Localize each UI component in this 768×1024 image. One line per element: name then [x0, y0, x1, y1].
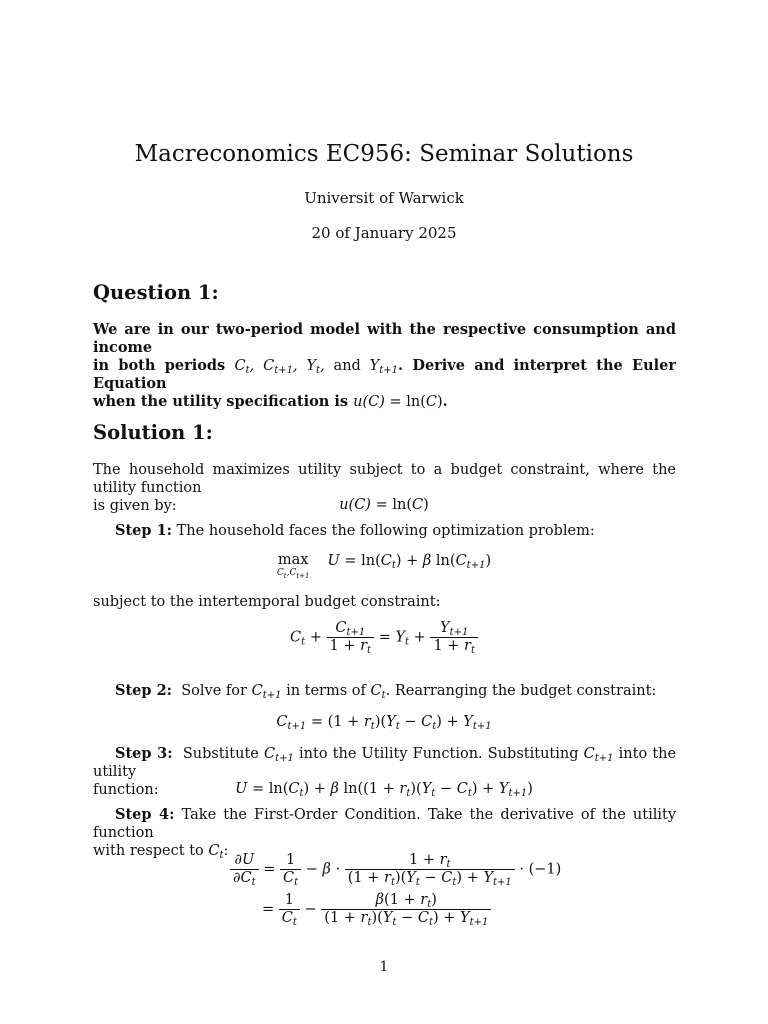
question-line-3: when the utility specification is u(C) = ln(C).: [93, 393, 448, 410]
paper-title: Macreconomics EC956: Seminar Solutions: [134, 141, 634, 167]
solution-intro: The household maximizes utility subject to a budget constraint, where the utility function is given by:: [93, 462, 676, 514]
variables-math: $C_t$, $C_{t+1}$, $Y_t$, and $Y_{t+1}$: [234, 358, 399, 376]
step-4: Step 4: Take the First-Order Condition. Take the derivative of the utility function with respect to $C_t$:: [93, 806, 677, 861]
page-number: 1: [379, 959, 389, 975]
step-2: Step 2: Solve for $C_{t+1}$ in terms of $C_t$. Rearranging the budget constraint:: [115, 682, 657, 701]
question-heading: Question 1:: [93, 281, 219, 304]
question-text: [93, 321, 676, 411]
equation-rearranged: $C_{t+1} = (1 + r_t)(Y_t - C_t) + Y_{t+1}$: [276, 714, 492, 732]
subject-to-text: subject to the intertemporal budget constraint:: [93, 594, 441, 610]
utility-math: u(C) = ln(C): [353, 394, 443, 410]
equation-budget-constraint: $C_t$ + $\frac{C_{t+1}}{1 + r_t}$ = $Y_t$ + $\frac{Y_{t+1}}{1 + r_t}$: [0, 620, 768, 655]
step-1: Step 1: The household faces the following optimization problem:: [115, 522, 595, 539]
solution-heading: Solution 1:: [93, 421, 213, 444]
question-line-2: in both periods $C_t$, $C_{t+1}$, $Y_t$, and $Y_{t+1}$. Derive and interpret the Euler Equation: [93, 357, 676, 392]
equation-utility: u(C) = ln(C): [339, 497, 429, 513]
equation-foc-line-1: $\frac{\partial U}{\partial C_t}$ = $\frac{1}{C_t}$ − β · $\frac{1 + r_t}{(1 + r_t)(Y_t - C_t) + Y_{t+1}}$ · (−1): [230, 852, 561, 887]
step-3: Step 3: Substitute $C_{t+1}$ into the Utility Function. Substituting $C_{t+1}$ into the utility function:: [93, 745, 677, 798]
institution: Universit of Warwick: [304, 189, 464, 207]
equation-foc-line-2: = $\frac{1}{C_t}$ − $\frac{\beta(1 + r_t)}{(1 + r_t)(Y_t - C_t) + Y_{t+1}}$: [262, 892, 491, 927]
question-line-1: We are in our two-period model with the respective consumption and income: [93, 321, 676, 356]
equation-substituted-utility: $U = \ln(C_t) + \beta$ $\ln((1 + r_t)(Y_t - C_t) + Y_{t+1})$: [235, 781, 533, 799]
equation-maximization: max $C_t,C_{t+1}$ $U = \ln(C_t) + \beta$ $\ln(C_{t+1})$: [276, 552, 492, 580]
date: 20 of January 2025: [311, 224, 457, 242]
